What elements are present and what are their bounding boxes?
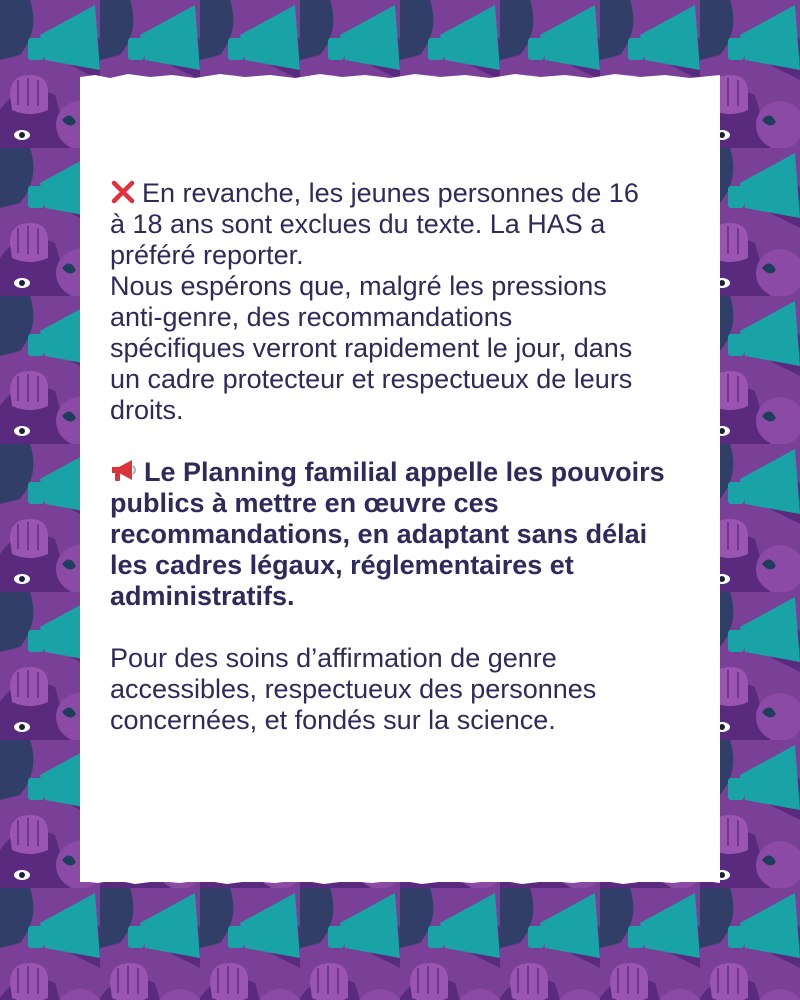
text-line: recommandations, en adaptant sans délai xyxy=(110,519,648,549)
text-line: préféré reporter. xyxy=(110,240,304,270)
text-line: accessibles, respectueux des personnes xyxy=(110,674,597,704)
paragraph-exclusion xyxy=(110,178,685,426)
megaphone-icon xyxy=(110,458,138,484)
text-line: droits. xyxy=(110,395,184,425)
cross-mark-icon xyxy=(110,179,136,205)
text-line: à 18 ans sont exclues du texte. La HAS a xyxy=(110,209,606,239)
text-line: Le Planning familial appelle les pouvoirs xyxy=(110,457,685,488)
text-line: En revanche, les jeunes personnes de 16 xyxy=(110,178,685,209)
torn-edge-bottom xyxy=(80,876,720,886)
paragraph-call-to-action xyxy=(110,457,685,612)
text-line: publics à mettre en œuvre ces xyxy=(110,488,499,518)
text-line: administratifs. xyxy=(110,581,295,611)
text-line: Pour des soins d’affirmation de genre xyxy=(110,643,557,673)
text-line: un cadre protecteur et respectueux de leurs xyxy=(110,364,633,394)
text-line: spécifiques verront rapidement le jour, dans xyxy=(110,333,633,363)
text-line: les cadres légaux, réglementaires et xyxy=(110,550,574,580)
text-line: Nous espérons que, malgré les pressions xyxy=(110,271,607,301)
text-line: anti-genre, des recommandations xyxy=(110,302,513,332)
paragraph-closing xyxy=(110,643,685,736)
text-line: concernées, et fondés sur la science. xyxy=(110,705,556,735)
post-text xyxy=(110,178,685,767)
